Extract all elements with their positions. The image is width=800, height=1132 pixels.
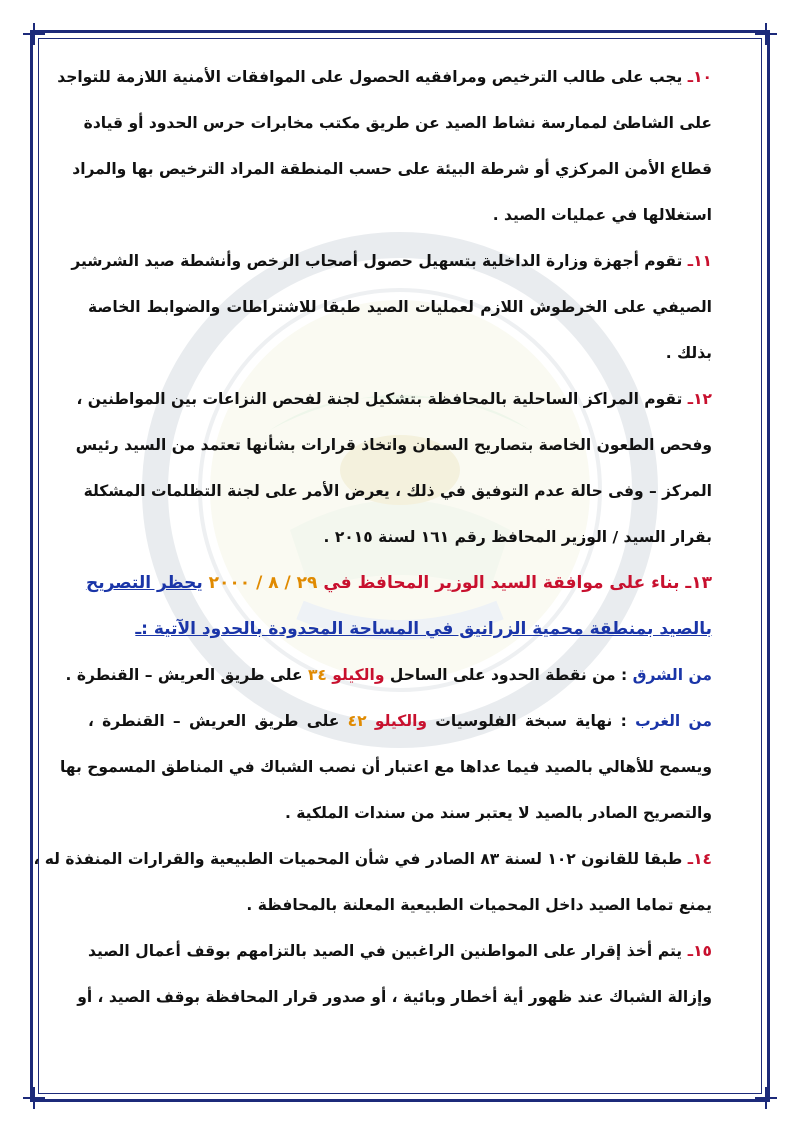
item-10-line-4: استغلالها في عمليات الصيد . [492, 206, 712, 224]
corner-ornament [23, 23, 45, 45]
item-13-line-1 [85, 560, 712, 606]
item-14-line-2: يمنع تماما الصيد داخل المحميات الطبيعية المعلنة بالمحافظة . [246, 896, 712, 914]
document-body [33, 54, 713, 1020]
ban-text: يحظر التصريح [85, 573, 203, 593]
item-11-line-1: ١١ـ تقوم أجهزة وزارة الداخلية بتسهيل حصول أصحاب الرخص وأنشطة صيد الشرشير [71, 252, 712, 270]
item-11-line-2: الصيفي على الخرطوش اللازم لعمليات الصيد طبقا للاشتراطات والضوابط الخاصة [88, 298, 712, 316]
item-12-line-2: وفحص الطعون الخاصة بتصاريح السمان واتخاذ قرارات بشأنها تعتمد من السيد رئيس [75, 436, 712, 454]
reserve-boundary-text: بالصيد بمنطقة محمية الزرانيق في المساحة المحدودة بالحدود الآتية :ـ [135, 619, 712, 639]
west-cont-line-1: ويسمح للأهالي بالصيد فيما عداها مع اعتبار أن نصب الشباك في المناطق المسموح بها [59, 758, 712, 776]
item-14-line-1: ١٤ـ طبقا للقانون ١٠٢ لسنة ٨٣ الصادر في شأن المحميات الطبيعية والقرارات المنفذة له ، [33, 850, 712, 868]
item-number: ١٢ـ [687, 390, 712, 408]
west-cont-line-2: والتصريح الصادر بالصيد لا يعتبر سند من سندات الملكية . [284, 804, 712, 822]
item-10-line-1: ١٠ـ يجب على طالب الترخيص ومرافقيه الحصول على الموافقات الأمنية اللازمة للتواجد [57, 68, 712, 86]
item-10-line-3: قطاع الأمن المركزي أو شرطة البيئة على حسب المنطقة المراد الترخيص بها والمراد [72, 160, 712, 178]
item-15-line-2: وإزالة الشباك عند ظهور أية أخطار وبائية ، أو صدور قرار المحافظة بوقف الصيد ، أو [77, 988, 712, 1006]
item-12-line-1: ١٢ـ تقوم المراكز الساحلية بالمحافظة بتشكيل لجنة لفحص النزاعات بين المواطنين ، [76, 390, 712, 408]
item-11-line-3: بذلك . [665, 344, 712, 362]
corner-ornament [755, 23, 777, 45]
west-boundary: من الغرب : نهاية سبخة الفلوسيات والكيلو ٤٢ على طريق العريش – القنطرة ، [88, 712, 713, 730]
corner-ornament [23, 1087, 45, 1109]
item-13-line-2 [88, 606, 712, 652]
east-km: ٣٤ [307, 666, 327, 684]
item-number: ١١ـ [687, 252, 712, 270]
item-10-line-2: على الشاطئ لممارسة نشاط الصيد عن طريق مكتب مخابرات حرس الحدود أو قيادة [83, 114, 712, 132]
east-boundary: من الشرق : من نقطة الحدود على الساحل والكيلو ٣٤ على طريق العريش – القنطرة . [65, 666, 712, 684]
west-label: من الغرب [635, 712, 713, 730]
item-12-line-4: بقرار السيد / الوزير المحافظ رقم ١٦١ لسنة ٢٠١٥ . [323, 528, 712, 546]
east-label: من الشرق [632, 666, 712, 684]
item-12-line-3: المركز – وفى حالة عدم التوفيق في ذلك ، يعرض الأمر على لجنة التظلمات المشكلة [83, 482, 712, 500]
item-15-line-1: ١٥ـ يتم أخذ إقرار على المواطنين الراغبين في الصيد بالتزامهم بوقف أعمال الصيد [88, 942, 712, 960]
item-number: ١٤ـ [687, 850, 712, 868]
approval-date: ٢٩ / ٨ / ٢٠٠٠ [208, 573, 318, 593]
west-km: ٤٢ [347, 712, 367, 730]
item-number: ١٣ـ [685, 573, 712, 593]
item-number: ١٥ـ [687, 942, 712, 960]
corner-ornament [755, 1087, 777, 1109]
item-number: ١٠ـ [687, 68, 712, 86]
approval-text: بناء على موافقة السيد الوزير المحافظ في [323, 573, 680, 593]
